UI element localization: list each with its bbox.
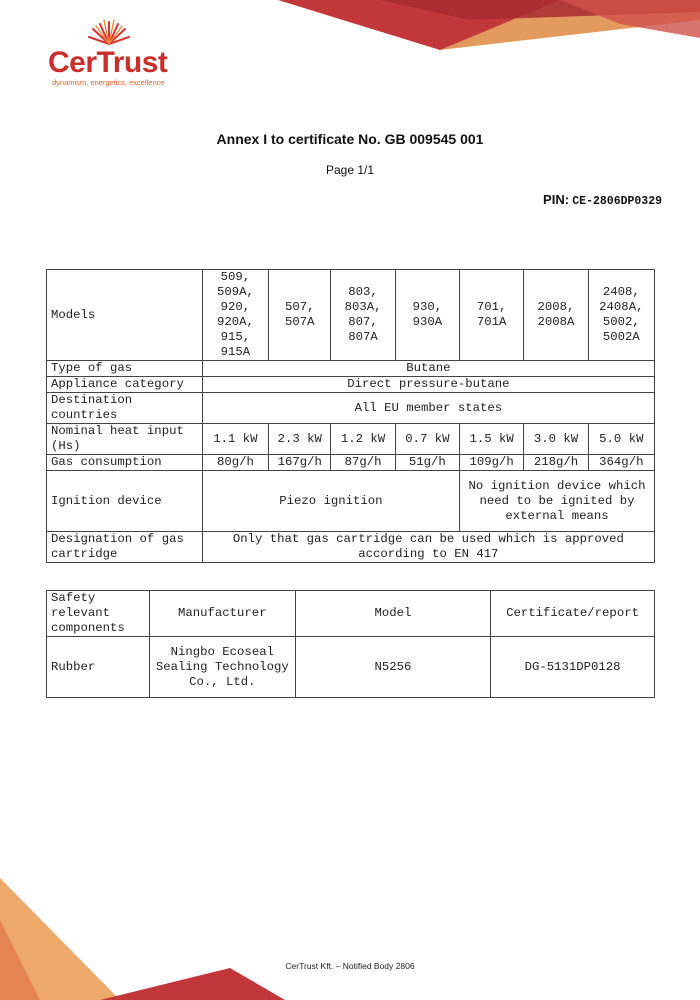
heat-input-cell: 1.5 kW — [460, 424, 524, 455]
column-header: Safety relevant components — [47, 591, 150, 637]
ignition-piezo: Piezo ignition — [202, 471, 459, 532]
cartridge-value: Only that gas cartridge can be used which is approved according to EN 417 — [202, 532, 654, 563]
model-cell: 509, 509A, 920, 920A, 915, 915A — [202, 270, 268, 361]
model-cell: 2008, 2008A — [524, 270, 588, 361]
models-row — [47, 270, 655, 361]
model-cell: 803, 803A, 807, 807A — [331, 270, 395, 361]
gas-type-value: Butane — [202, 361, 654, 377]
column-header: Certificate/report — [491, 591, 655, 637]
pin-value: CE-2806DP0329 — [572, 195, 662, 208]
component-cell: Rubber — [47, 637, 150, 698]
heat-input-cell: 3.0 kW — [524, 424, 588, 455]
model-cell: 507, 507A — [269, 270, 331, 361]
consumption-cell: 80g/h — [202, 455, 268, 471]
model-cell: N5256 — [295, 637, 490, 698]
footer-text: CerTrust Kft. – Notified Body 2806 — [285, 961, 415, 971]
ignition-external: No ignition device which need to be ignited by external means — [460, 471, 655, 532]
column-header: Manufacturer — [149, 591, 295, 637]
ignition-label: Ignition device — [47, 471, 203, 532]
column-header: Model — [295, 591, 490, 637]
page-number: Page 1/1 — [325, 163, 375, 177]
cartridge-label: Designation of gas cartridge — [47, 532, 203, 563]
components-table — [46, 590, 655, 698]
consumption-cell: 109g/h — [460, 455, 524, 471]
appliance-category-label: Appliance category — [47, 377, 203, 393]
components-header-row — [47, 591, 655, 637]
gas-type-row — [47, 361, 655, 377]
consumption-cell: 167g/h — [269, 455, 331, 471]
appliance-category-row — [47, 377, 655, 393]
brand-tagline: dynamism, energetics, excellence — [52, 78, 165, 87]
certrust-logo — [48, 18, 178, 86]
sun-icon — [84, 18, 134, 48]
heat-input-cell: 1.1 kW — [202, 424, 268, 455]
consumption-cell: 218g/h — [524, 455, 588, 471]
destination-label: Destination countries — [47, 393, 203, 424]
page-title: Annex I to certificate No. GB 009545 001 — [216, 131, 484, 147]
manufacturer-cell: Ningbo Ecoseal Sealing Technology Co., Ltd. — [149, 637, 295, 698]
heat-input-label: Nominal heat input (Hs) — [47, 424, 203, 455]
heat-input-row — [47, 424, 655, 455]
brand-name: CerTrust — [48, 46, 168, 79]
heat-input-cell: 2.3 kW — [269, 424, 331, 455]
pin-label: PIN: — [543, 192, 570, 207]
appliance-category-value: Direct pressure-butane — [202, 377, 654, 393]
model-cell: 2408, 2408A, 5002, 5002A — [588, 270, 654, 361]
consumption-cell: 87g/h — [331, 455, 395, 471]
bottom-band-red — [100, 968, 285, 1000]
pin-line — [543, 192, 662, 208]
table-row — [47, 637, 655, 698]
cartridge-row — [47, 532, 655, 563]
gas-type-label: Type of gas — [47, 361, 203, 377]
heat-input-cell: 0.7 kW — [395, 424, 459, 455]
consumption-label: Gas consumption — [47, 455, 203, 471]
model-cell: 930, 930A — [395, 270, 459, 361]
ignition-row — [47, 471, 655, 532]
consumption-cell: 51g/h — [395, 455, 459, 471]
heat-input-cell: 5.0 kW — [588, 424, 654, 455]
model-cell: 701, 701A — [460, 270, 524, 361]
consumption-row — [47, 455, 655, 471]
destination-value: All EU member states — [202, 393, 654, 424]
heat-input-cell: 1.2 kW — [331, 424, 395, 455]
consumption-cell: 364g/h — [588, 455, 654, 471]
destination-row — [47, 393, 655, 424]
models-label: Models — [47, 270, 203, 361]
certificate-cell: DG-5131DP0128 — [491, 637, 655, 698]
models-table — [46, 269, 655, 563]
